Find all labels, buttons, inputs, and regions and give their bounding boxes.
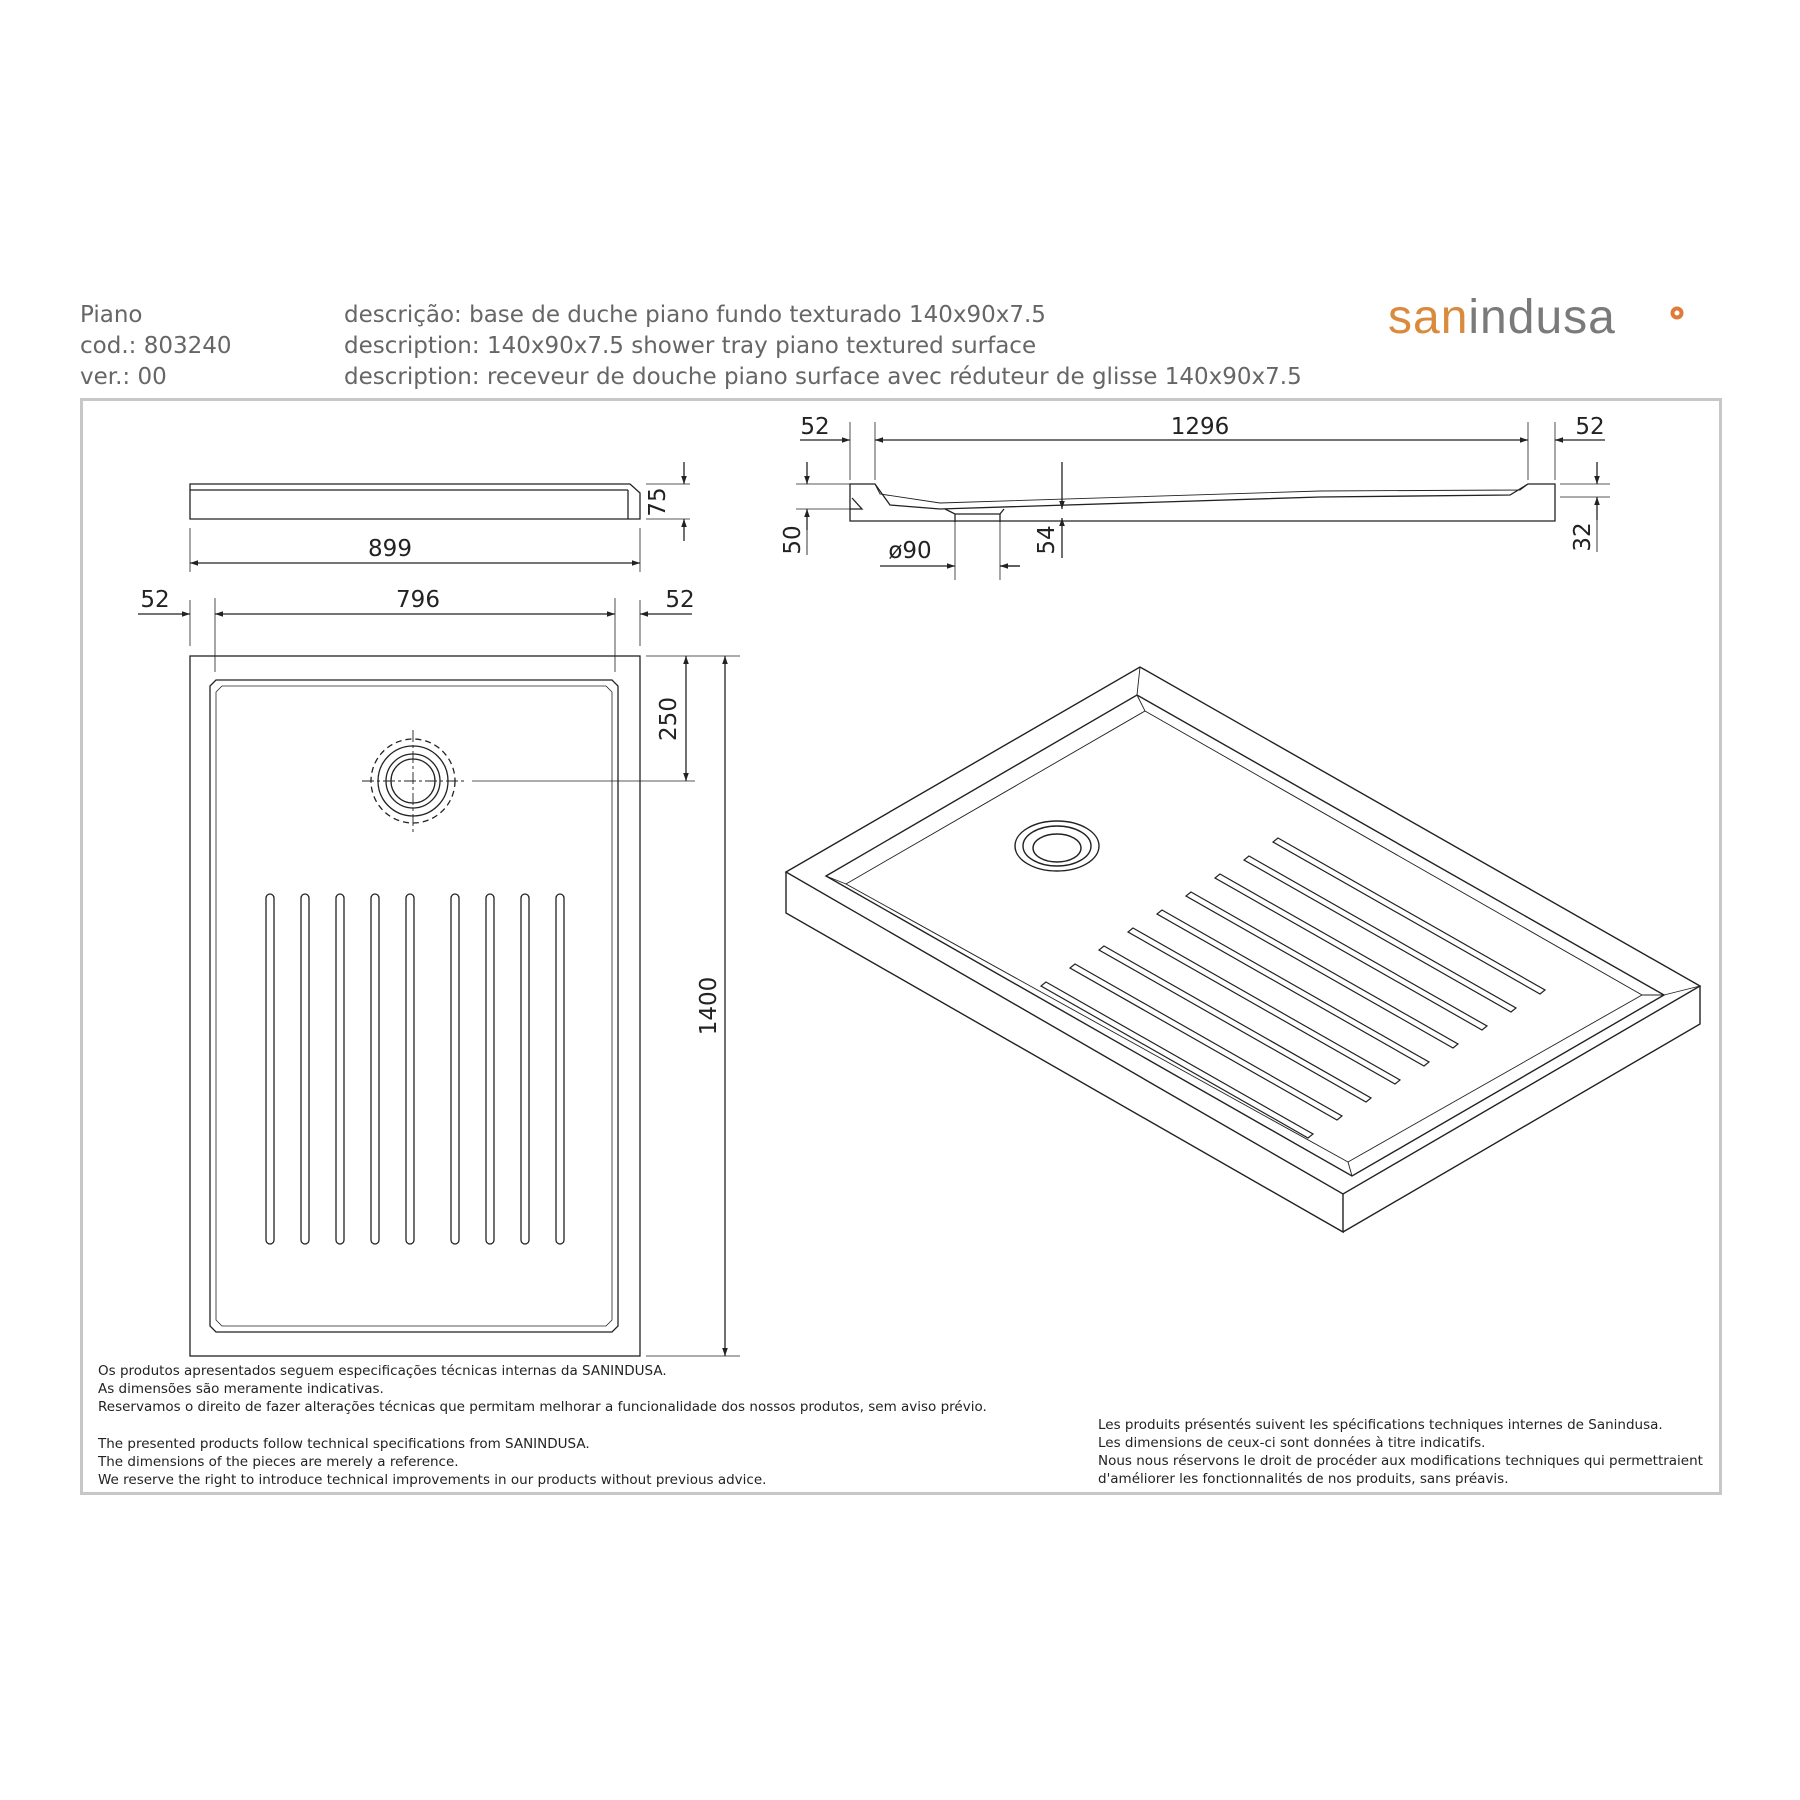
dim-drain-depth: 54 [1034, 525, 1060, 555]
dim-length: 1400 [696, 976, 722, 1036]
logo-part-1: san [1388, 291, 1469, 344]
plan-view [190, 656, 740, 1356]
dim-side-height: 75 [645, 487, 671, 517]
product-code: cod.: 803240 [80, 333, 232, 359]
note-pt-line: Os produtos apresentados seguem especificações técnicas internas da SANINDUSA. [98, 1363, 667, 1379]
notes-en [98, 1435, 766, 1489]
dim-section-height-left: 50 [780, 525, 806, 555]
dim-section-left: 52 [800, 414, 830, 440]
iso-drain-icon [1015, 821, 1099, 871]
note-pt-line: Reservamos o direito de fazer alterações técnicas que permitam melhorar a funcionalidade dos nossos produtos, sem aviso prévio. [98, 1399, 987, 1415]
dim-section-inner: 1296 [1170, 414, 1230, 440]
note-pt-line: As dimensões são meramente indicativas. [98, 1381, 384, 1397]
note-en-line: We reserve the right to introduce technical improvements in our products without previous advice. [98, 1472, 767, 1488]
dim-top-left-margin: 52 [140, 587, 170, 613]
logo-part-2: indusa [1468, 291, 1616, 344]
product-name: Piano [80, 302, 143, 328]
note-fr-line: Les dimensions de ceux-ci sont données à titre indicatifs. [1098, 1435, 1486, 1451]
note-fr-line: Les produits présentés suivent les spécifications techniques internes de Sanindusa. [1098, 1417, 1663, 1433]
note-fr-line: Nous nous réservons le droit de procéder aux modifications techniques qui permettraient [1098, 1453, 1703, 1469]
dim-section-height-right: 32 [1570, 522, 1596, 552]
isometric-view [786, 667, 1700, 1232]
dim-top-right-margin: 52 [665, 587, 695, 613]
notes-fr [1098, 1416, 1703, 1488]
description-fr: description: receveur de douche piano surface avec réduteur de glisse 140x90x7.5 [344, 364, 1302, 390]
notes-pt [98, 1362, 987, 1416]
note-en-line: The dimensions of the pieces are merely a reference. [98, 1454, 459, 1470]
note-fr-line: d'améliorer les fonctionnalités de nos produits, sans préavis. [1098, 1471, 1509, 1487]
description-en: description: 140x90x7.5 shower tray piano textured surface [344, 333, 1037, 359]
dim-drain-diameter: ø90 [888, 538, 932, 564]
note-en-line: The presented products follow technical specifications from SANINDUSA. [98, 1436, 590, 1452]
product-version: ver.: 00 [80, 364, 167, 390]
dim-top-inner-width: 796 [396, 587, 440, 613]
dim-drain-offset: 250 [656, 697, 682, 741]
dim-section-right: 52 [1575, 414, 1605, 440]
groove-lines [266, 894, 564, 1244]
drain-icon [362, 730, 464, 832]
description-pt: descrição: base de duche piano fundo texturado 140x90x7.5 [344, 302, 1046, 328]
side-view [138, 462, 695, 672]
dim-side-width: 899 [368, 536, 412, 562]
